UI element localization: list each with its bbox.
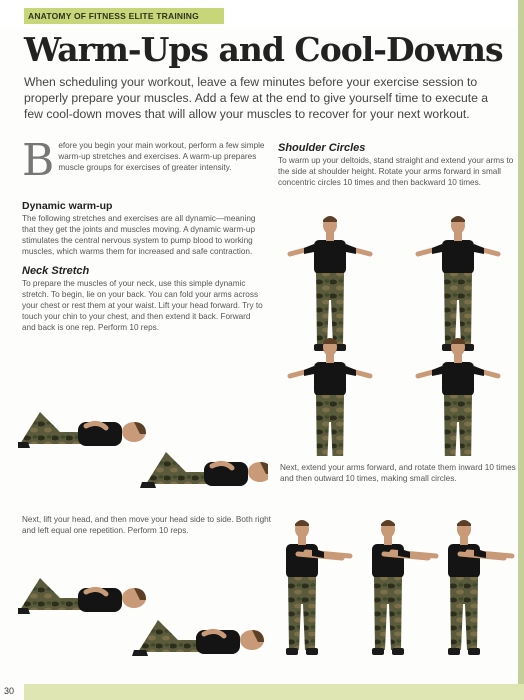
shoulder-circles-photos (280, 206, 516, 456)
page-number: 30 (4, 686, 15, 696)
running-header-text: ANATOMY OF FITNESS ELITE TRAINING (28, 11, 199, 21)
lying-figure-forward (18, 412, 146, 448)
neck-stretch-photos-2 (18, 566, 268, 676)
running-header (24, 8, 224, 24)
lead-paragraph (22, 135, 266, 192)
neck-stretch-caption-2: Next, lift your head, and then move your head side to side. Both right and left equal one repetition. Perform 10 reps. (22, 515, 271, 535)
left-column (22, 135, 266, 333)
drop-cap: B (22, 135, 55, 186)
right-column (278, 140, 518, 188)
shoulder-circles-caption-2: Next, extend your arms forward, and rotate them inward 10 times and then outward 10 times, making small circles. (280, 463, 516, 483)
footer-bar (24, 684, 524, 700)
neck-stretch-heading: Neck Stretch (22, 265, 90, 277)
lying-figure-head-left (18, 578, 146, 614)
standing-forward-figure-3 (448, 520, 512, 655)
dynamic-warmup-heading: Dynamic warm-up (22, 200, 113, 212)
lying-figure-head-right (132, 620, 264, 656)
standing-forward-figure-1 (286, 520, 350, 655)
standing-forward-figure-2 (372, 520, 436, 655)
neck-stretch-photos-1 (18, 388, 268, 508)
page-title: Warm-Ups and Cool-Downs (24, 30, 503, 69)
shoulder-circles-heading: Shoulder Circles (278, 142, 366, 154)
arm-circles-forward-photos (272, 492, 520, 668)
lying-figure-back (140, 452, 268, 488)
standing-figure-2 (418, 216, 498, 351)
intro-paragraph: When scheduling your workout, leave a few minutes before your exercise session to properly prepare your muscles. Add a few at the end to give yourself time to execute a few cool-down moves that will allow your muscles to recover for your next workout. (24, 75, 489, 121)
standing-figure-3 (290, 338, 370, 456)
neck-stretch-text: To prepare the muscles of your neck, use this simple dynamic stretch. To begin, lie on your back. You can fold your arms across your chest or rest them at your waist. Lift your head forward. Try to touch your chin to your chest, and then extend it back. Forward and back is one rep. Perform 10 reps. (22, 279, 263, 332)
shoulder-circles-text: To warm up your deltoids, stand straight and extend your arms to the side at shoulder height. Rotate your arms forward in small concentric circles 10 times and then backward 10 times. (278, 156, 514, 187)
standing-figure-1 (290, 216, 370, 351)
lead-text: efore you begin your main workout, perform a few simple warm-up stretches and exercises. A warm-up prepares muscle groups for exercises of greater intensity. (58, 141, 265, 172)
dynamic-warmup-text: The following stretches and exercises are all dynamic—meaning that they get the joints and muscles moving. A dynamic warm-up stimulates the central nervous system to pump blood to working muscles, which warms them for increased and safe contraction. (22, 214, 256, 256)
standing-figure-4 (418, 338, 498, 456)
